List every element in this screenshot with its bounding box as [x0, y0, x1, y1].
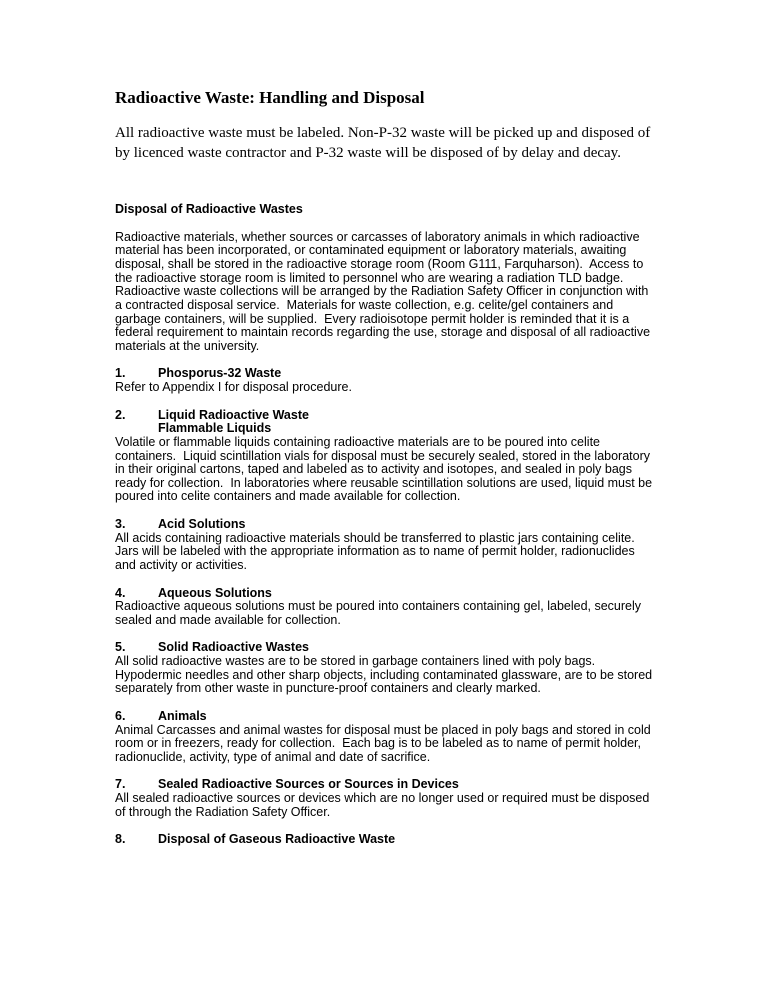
item-body: All sealed radioactive sources or devices which are no longer used or required must be disposed of through the Radiation Safety Officer.	[115, 791, 653, 819]
item-body: Radioactive aqueous solutions must be poured into containers containing gel, labeled, securely sealed and made available for collection.	[115, 599, 645, 627]
item-heading	[115, 778, 655, 792]
section-heading: Disposal of Radioactive Wastes	[115, 202, 303, 216]
item-title: Sealed Radioactive Sources or Sources in Devices	[158, 777, 459, 792]
list-item-8	[115, 833, 655, 847]
item-heading	[115, 409, 655, 423]
item-heading	[115, 518, 655, 532]
item-body: Volatile or flammable liquids containing radioactive materials are to be poured into celite containers. Liquid scintillation vials for disposal must be securely sealed, stored in the laboratory in their original cartons, taped and labeled as to activity and isotopes, and sealed in poly bags ready for collection. In laboratories where reusable scintillation solutions are used, liquid must be poured into celite containers and made available for collection.	[115, 434, 656, 504]
item-number: 5.	[115, 640, 126, 655]
section-body-paragraph: Radioactive materials, whether sources or carcasses of laboratory animals in which radioactive material has been incorporated, or contaminated equipment or laboratory materials, awaiting disposal, shall be stored in the radioactive storage room (Room G111, Farquharson). Access to the radioactive storage room is limited to personnel who are wearing a radiation TLD badge. Radioactive waste collections will be arranged by the Radiation Safety Officer in conjunction with a contracted disposal service. Materials for waste collection, e.g. celite/gel containers and garbage containers, will be supplied. Every radioisotope permit holder is reminded that it is a federal requirement to maintain records regarding the use, storage and disposal of all radioactive materials at the university.	[115, 229, 654, 353]
item-title: Liquid Radioactive Waste	[158, 407, 309, 422]
intro-paragraph: All radioactive waste must be labeled. Non-P-32 waste will be picked up and disposed of by licenced waste contractor and P-32 waste will be disposed of by delay and decay.	[115, 125, 651, 161]
item-number: 3.	[115, 517, 126, 531]
list-item-1	[115, 367, 655, 394]
item-number: 8.	[115, 832, 126, 847]
item-title: Acid Solutions	[158, 517, 246, 531]
item-heading	[115, 833, 655, 847]
item-number: 6.	[115, 708, 126, 723]
list-item-2	[115, 409, 655, 504]
list-item-4	[115, 587, 655, 628]
item-body: All acids containing radioactive materials should be transferred to plastic jars containing celite. Jars will be labeled with the appropriate information as to name of permit holder, radionuclides and activity or activities.	[115, 530, 639, 572]
item-title: Phosporus-32 Waste	[158, 366, 282, 381]
item-body: Animal Carcasses and animal wastes for disposal must be placed in poly bags and stored in cold room or in freezers, ready for collection. Each bag is to be labeled as to name of permit holder, radionuclide, activity, type of animal and date of sacrifice.	[115, 722, 655, 764]
item-title: Disposal of Gaseous Radioactive Waste	[158, 832, 396, 847]
list-item-5	[115, 641, 655, 696]
item-body: Refer to Appendix I for disposal procedure.	[115, 380, 352, 394]
item-title: Solid Radioactive Wastes	[158, 640, 309, 655]
list-item-7	[115, 778, 655, 819]
item-heading	[115, 641, 655, 655]
item-number: 1.	[115, 366, 126, 381]
item-subheading: Flammable Liquids	[158, 421, 272, 436]
document-content	[115, 88, 655, 847]
item-body: All solid radioactive wastes are to be stored in garbage containers lined with poly bags. Hypodermic needles and other sharp objects, including contaminated glassware, are to be stored separately from other waste in puncture-proof containers and clearly marked.	[115, 654, 656, 696]
list-item-6	[115, 710, 655, 765]
item-title: Aqueous Solutions	[158, 585, 272, 600]
item-heading	[115, 587, 655, 601]
item-number: 2.	[115, 407, 126, 422]
item-number: 7.	[115, 777, 126, 792]
page-title: Radioactive Waste: Handling and Disposal	[115, 88, 425, 107]
item-heading	[115, 367, 655, 381]
item-title: Animals	[158, 708, 207, 723]
list-item-3	[115, 518, 655, 573]
item-number: 4.	[115, 585, 126, 600]
item-heading	[115, 710, 655, 724]
